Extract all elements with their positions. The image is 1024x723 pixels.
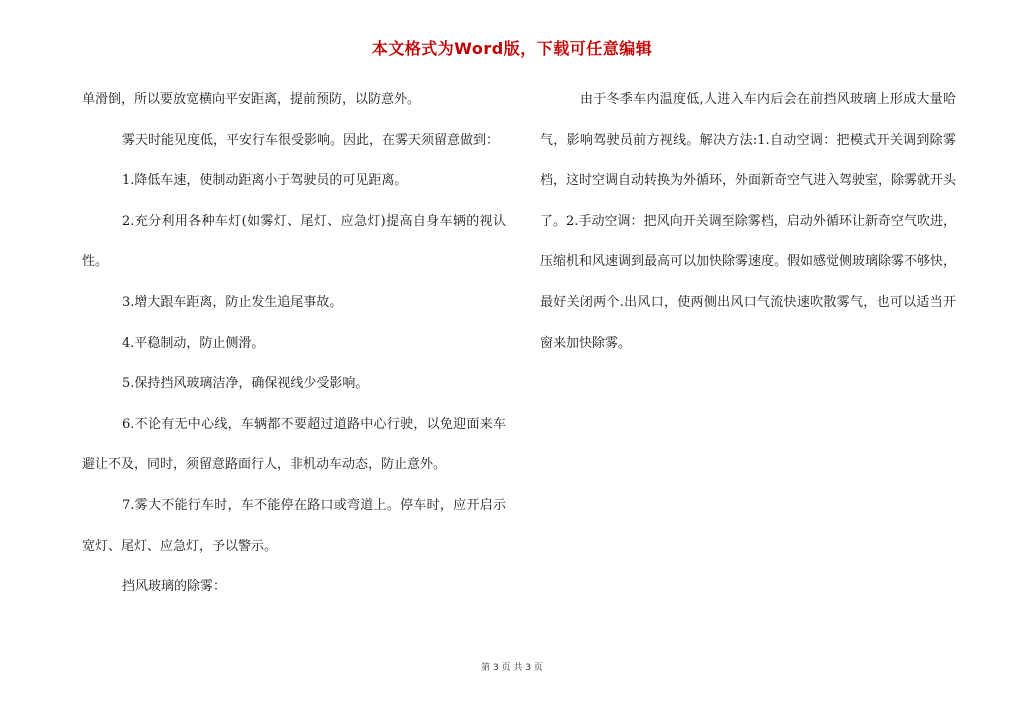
document-banner: 本文格式为Word版，下载可任意编辑 xyxy=(371,39,653,58)
list-item-3: 3.增大跟车距离，防止发生追尾事故。 xyxy=(122,294,343,310)
left-column xyxy=(82,80,506,608)
right-column xyxy=(540,80,956,364)
paragraph-continuation: 单滑倒，所以要放宽横向平安距离，提前预防，以防意外。 xyxy=(82,92,421,107)
list-item-7: 7.雾大不能行车时，车不能停在路口或弯道上。停车时，应开启示宽灯、尾灯、应急灯，予以警示。 xyxy=(82,497,506,554)
list-item-2: 2.充分利用各种车灯(如雾灯、尾灯、应急灯)提高自身车辆的视认性。 xyxy=(82,213,506,270)
paragraph-defog-method: 由于冬季车内温度低,人进入车内后会在前挡风玻璃上形成大量哈气，影响驾驶员前方视线。解决方法:1.自动空调：把模式开关调到除雾档，这时空调自动转换为外循环，外面新奇空气进入驾驶室，除雾就开头了。2.手动空调：把风向开关调至除雾档，启动外循环让新奇空气吹进，压缩机和风速调到最高可以加快除雾速度。假如感觉侧玻璃除雾不够快，最好关闭两个.出风口，使两侧出风口气流快速吹散雾气，也可以适当开窗来加快除雾。 xyxy=(540,92,957,351)
list-item-5: 5.保持挡风玻璃洁净，确保视线少受影响。 xyxy=(122,376,369,392)
list-item-4: 4.平稳制动，防止侧滑。 xyxy=(122,335,265,351)
list-item-6: 6.不论有无中心线，车辆都不要超过道路中心行驶，以免迎面来车避让不及，同时，须留意路面行人，非机动车动态，防止意外。 xyxy=(82,416,506,473)
list-item-1: 1.降低车速，使制动距离小于驾驶员的可见距离。 xyxy=(122,173,408,189)
page-number: 第 3 页 共 3 页 xyxy=(481,663,543,673)
section-heading-defog: 挡风玻璃的除雾： xyxy=(122,579,227,595)
paragraph-fog-intro: 雾天时能见度低，平安行车很受影响。因此，在雾天须留意做到： xyxy=(122,132,500,148)
